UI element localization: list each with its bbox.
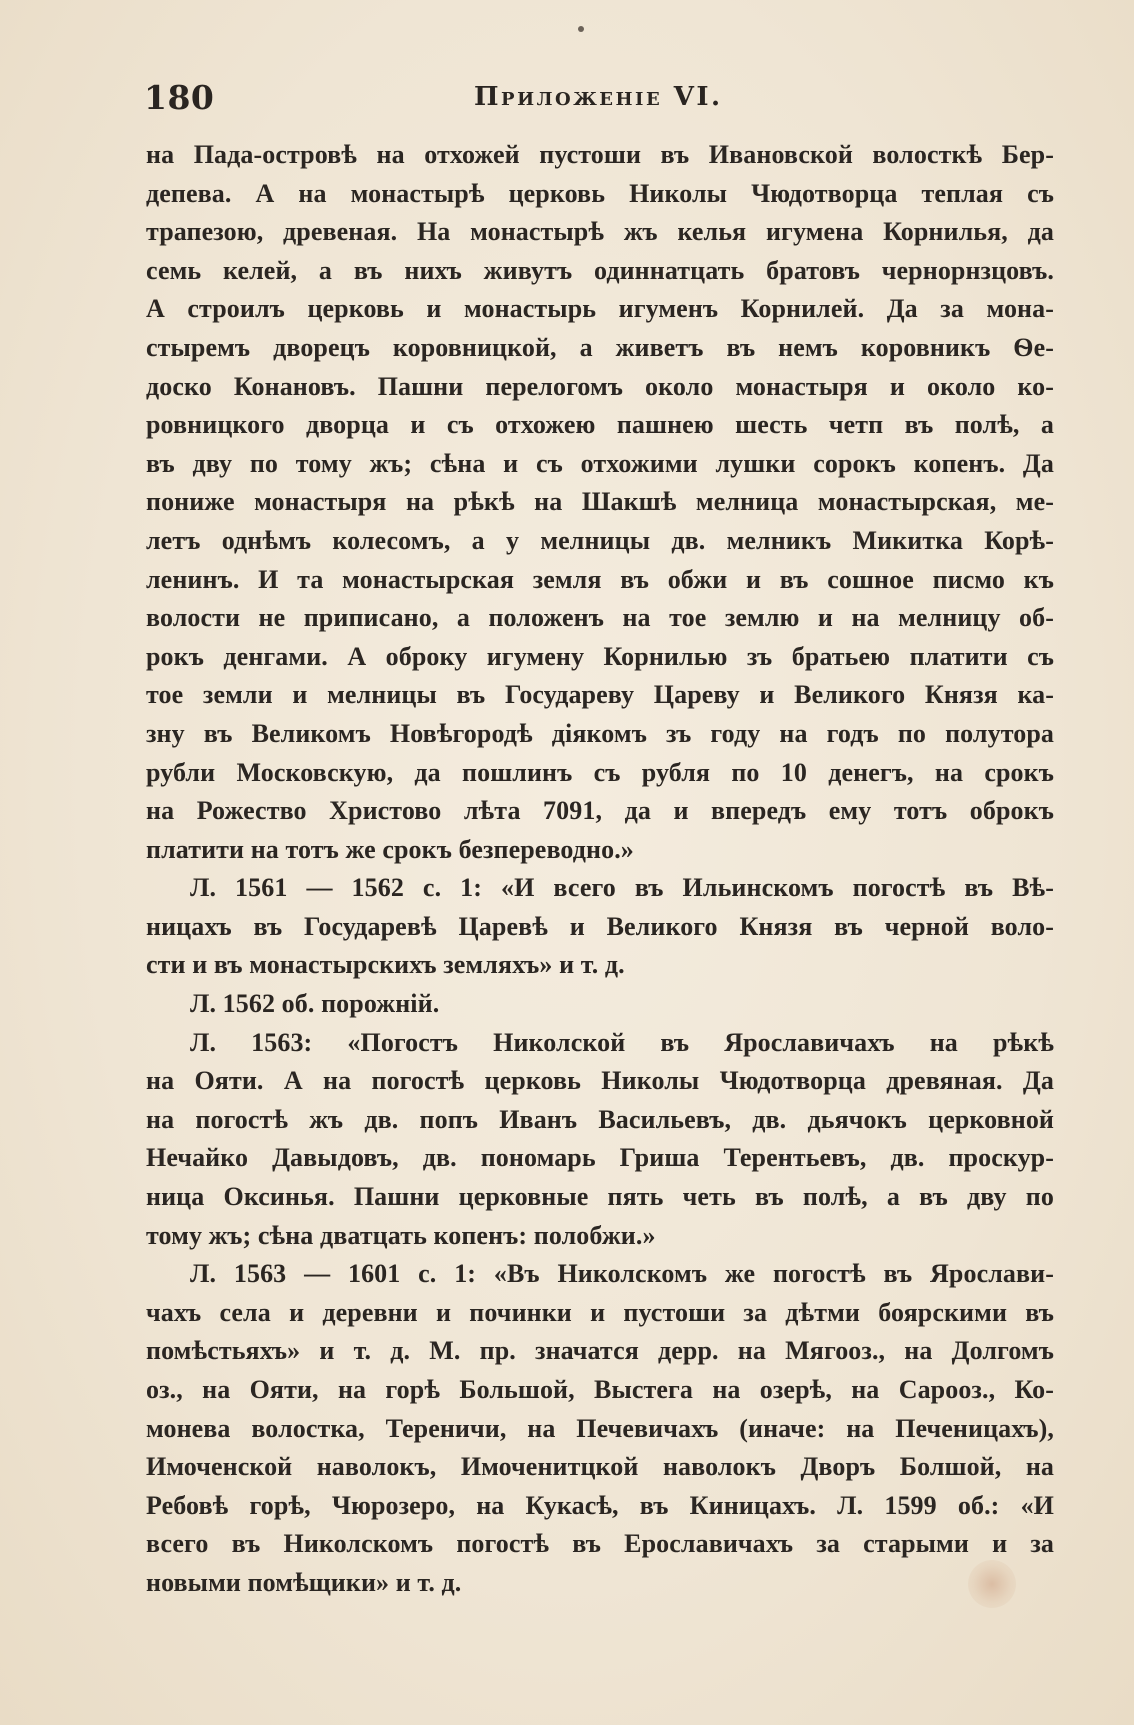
text-line: рокъ денгами. А оброку игумену Корнилью зъ братьею платити съ <box>146 641 1054 671</box>
text-line: семь келей, а въ нихъ живутъ одиннатцать братовъ чернорнзцовъ. <box>146 255 1054 285</box>
text-line: на Пада-островѣ на отхожей пустоши въ Ивановской волосткѣ Бер- <box>146 140 1054 169</box>
page-header <box>144 78 1054 122</box>
text-line: Нечайко Давыдовъ, дв. пономарь Гриша Терентьевъ, дв. проскур- <box>146 1143 1054 1173</box>
ink-dot <box>578 26 584 32</box>
text-line: летъ однѣмъ колесомъ, а у мелницы дв. мелникъ Микитка Корѣ- <box>146 525 1054 555</box>
text-line: новыми помѣщики» и т. д. <box>146 1567 462 1597</box>
text-line: Ребовѣ горѣ, Чюрозеро, на Кукасѣ, въ Киницахъ. Л. 1599 об.: «И <box>146 1490 1054 1520</box>
text-line: чахъ села и деревни и починки и пустоши за дѣтми боярскими въ <box>146 1297 1054 1327</box>
text-line: ленинъ. И та монастырская земля въ обжи и въ сошное писмо къ <box>146 564 1054 594</box>
text-line: на погостѣ жъ дв. попъ Иванъ Васильевъ, дв. дьячокъ церковной <box>146 1104 1054 1134</box>
text-line: тому жъ; сѣна дватцать копенъ: полобжи.» <box>146 1220 656 1250</box>
text-line: Имоченской наволокъ, Имоченитцкой наволокъ Дворъ Болшой, на <box>146 1452 1054 1482</box>
text-line: Л. 1561 — 1562 с. 1: «И всего въ Ильинскомъ погостѣ въ Вѣ- <box>190 873 1054 903</box>
text-line: Л. 1562 об. порожній. <box>190 989 440 1019</box>
text-line: Л. 1563 — 1601 с. 1: «Въ Николскомъ же погостѣ въ Ярослави- <box>190 1259 1054 1289</box>
text-line: рубли Московскую, да пошлинъ съ рубля по 10 денегъ, на срокъ <box>146 757 1054 787</box>
text-line: ровницкого дворца и съ отхожею пашнею шесть четп въ полѣ, а <box>146 410 1054 440</box>
text-line: доско Конановъ. Пашни перелогомъ около монастыря и около ко- <box>146 371 1054 401</box>
page-number: 180 <box>144 78 215 117</box>
text-line: оз., на Ояти, на горѣ Большой, Выстега на озерѣ, на Сарооз., Ко- <box>146 1375 1054 1404</box>
text-line: трапезою, древеная. На монастырѣ жъ келья игумена Корнилья, да <box>146 217 1054 247</box>
text-line: А строилъ церковь и монастырь игуменъ Корнилей. Да за мона- <box>146 294 1054 324</box>
text-line: въ дву по тому жъ; сѣна и съ отхожими лушки сорокъ копенъ. Да <box>146 448 1054 478</box>
text-line: тое земли и мелницы въ Государеву Цареву и Великого Князя ка- <box>146 680 1054 710</box>
text-line: всего въ Николскомъ погостѣ въ Ерославичахъ за старыми и за <box>146 1529 1054 1559</box>
text-line: волости не приписано, а положенъ на тое землю и на мелницу об- <box>146 603 1054 633</box>
text-line: стыремъ дворецъ коровницкой, а живетъ въ немъ коровникъ Ѳе- <box>146 332 1054 362</box>
text-line: монева волостка, Тереничи, на Печевичахъ (иначе: на Печеницахъ), <box>146 1413 1054 1443</box>
text-line: зну въ Великомъ Новѣгородѣ діякомъ зъ году на годъ по полутора <box>146 718 1054 748</box>
text-line: сти и въ монастырскихъ земляхъ» и т. д. <box>146 950 625 980</box>
text-line: депева. А на монастырѣ церковь Николы Чюдотворца теплая съ <box>146 178 1054 208</box>
text-line: на Рожество Христово лѣта 7091, да и впередъ ему тотъ оброкъ <box>146 796 1054 826</box>
text-line: Л. 1563: «Погостъ Николской въ Ярославичахъ на рѣкѣ <box>190 1027 1054 1057</box>
text-line: на Ояти. А на погостѣ церковь Николы Чюдотворца древяная. Да <box>146 1066 1054 1096</box>
text-line: пониже монастыря на рѣкѣ на Шакшѣ мелница монастырская, ме- <box>146 487 1054 517</box>
text-line: ница Оксинья. Пашни церковные пять четь въ полѣ, а въ дву по <box>146 1182 1054 1212</box>
text-line: помѣстьяхъ» и т. д. М. пр. значатся дерр. на Мягооз., на Долгомъ <box>146 1336 1054 1366</box>
body-text <box>146 136 1054 1603</box>
running-title: Приложеніе VI. <box>474 82 723 112</box>
text-line: платити на тотъ же срокъ безпереводно.» <box>146 834 634 864</box>
text-line: ницахъ въ Государевѣ Царевѣ и Великого Князя въ черной воло- <box>146 911 1054 941</box>
